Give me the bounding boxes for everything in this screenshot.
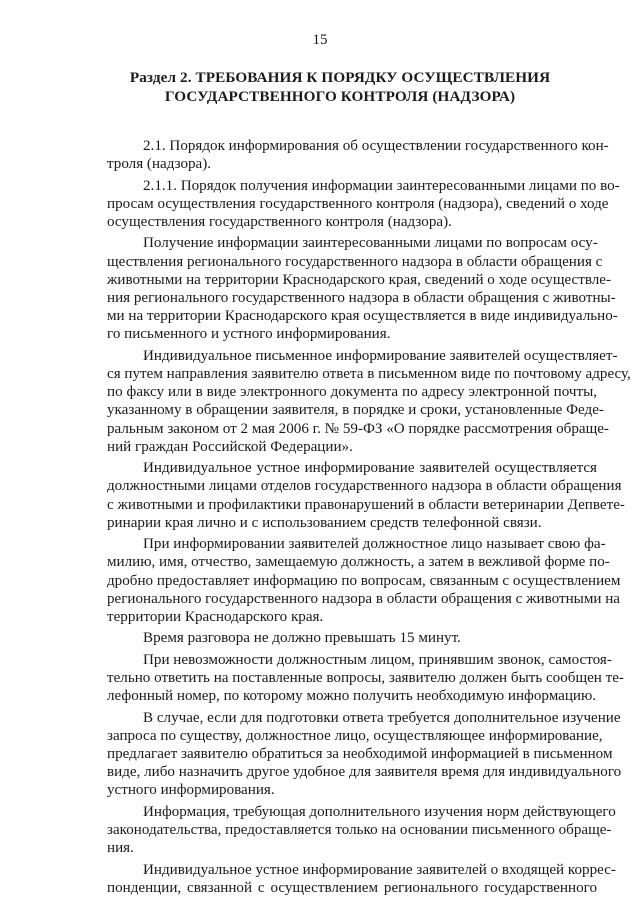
text-line: Информация, требующая дополнительного изучения норм действующего [143,803,616,820]
text-line: указанному в обращении заявителя, в порядке и сроки, установленные Феде- [107,402,604,419]
text-line: виде, либо назначить другое удобное для заявителя время для индивидуального [107,764,622,781]
paragraph [107,234,618,343]
text-line: лефонный номер, по которому можно получить необходимую информацию. [107,688,597,705]
text-line: с животными и профилактики правонарушений в области ветеринарии Депвете- [107,496,625,513]
text-line: троля (надзора). [107,156,212,173]
text-line: ринарии края лично и с использованием средств телефонной связи. [107,514,542,531]
text-line: Время разговора не должно превышать 15 минут. [143,630,461,647]
paragraph [107,803,616,858]
paragraph [107,861,616,897]
text-line: Получение информации заинтересованными лицами по вопросам осу- [143,235,598,252]
text-line: должностными лицами отделов государственного надзора в области обращения [107,478,622,495]
text-line: законодательства, предоставляется только на основании письменного обраще- [107,822,612,838]
text-line: 2.1. Порядок информирования об осуществлении государственного кон- [143,138,609,154]
section-title [120,68,560,106]
text-line: Индивидуальное письменное информирование заявителей осуществляет- [143,347,618,364]
section-title-line-1: Раздел 2. ТРЕБОВАНИЯ К ПОРЯДКУ ОСУЩЕСТВЛЕНИЯ [129,69,551,86]
text-line: запроса по существу, должностное лицо, осуществляющее информирование, [107,727,603,744]
paragraph [107,177,620,232]
text-line: Индивидуальное устное информирование заявителей осуществляется [143,460,597,477]
text-line: ния регионального государственного надзора в области обращения с животны- [107,290,616,306]
text-line: Индивидуальное устное информирование заявителей о входящей коррес- [143,861,616,878]
text-line: осуществления государственного контроля (надзора). [107,214,452,230]
text-line: ществления регионального государственного надзора в области обращения с [107,253,603,270]
section-title-line-2: ГОСУДАРСТВЕННОГО КОНТРОЛЯ (НАДЗОРА) [164,88,516,105]
text-line: животными на территории Краснодарского края, сведений о ходе осуществле- [107,271,612,288]
text-line: ся путем направления заявителю ответа в письменном виде по почтовому адресу, [107,366,631,382]
text-line: территории Краснодарского края. [107,609,324,626]
page-number: 15 [312,32,328,48]
text-line: ний граждан Российской Федерации». [107,438,353,455]
text-line: понденции, связанной с осуществлением регионального государственного [107,879,597,896]
text-line: В случае, если для подготовки ответа требуется дополнительное изучение [143,709,621,726]
paragraph [107,651,624,706]
text-line: ральным законом от 2 мая 2006 г. № 59-ФЗ «О порядке рассмотрения обраще- [107,420,609,437]
text-line: регионального государственного надзора в области обращения с животными на [107,590,620,607]
text-line: го письменного и устного информирования. [107,326,391,343]
paragraph [107,347,631,456]
text-line: При информировании заявителей должностное лицо называет свою фа- [143,536,606,553]
document-body [107,137,631,900]
text-line: ния. [107,840,134,857]
text-line: тельно ответить на поставленные вопросы, заявителю должен быть сообщен те- [107,670,624,686]
paragraph [107,535,621,626]
text-line: устного информирования. [107,782,275,799]
text-line: 2.1.1. Порядок получения информации заинтересованными лицами по во- [143,177,620,194]
text-line: При невозможности должностным лицом, принявшим звонок, самостоя- [143,651,612,668]
text-line: дробно предоставляет информацию по вопросам, связанным с осуществлением [107,572,621,589]
paragraph [107,137,609,173]
text-line: просам осуществления государственного контроля (надзора), сведений о ходе [107,195,609,212]
paragraph [107,459,625,532]
text-line: ми на территории Краснодарского края осуществляется в виде индивидуально- [107,308,618,325]
text-line: предлагает заявителю обратиться за необходимой информацией в письменном [107,746,613,762]
paragraph [107,629,597,647]
text-line: милию, имя, отчество, замещаемую должность, а затем в вежливой форме по- [107,554,610,571]
text-line: по факсу или в виде электронного документа по адресу электронной почты, [107,384,597,401]
paragraph [107,709,622,800]
